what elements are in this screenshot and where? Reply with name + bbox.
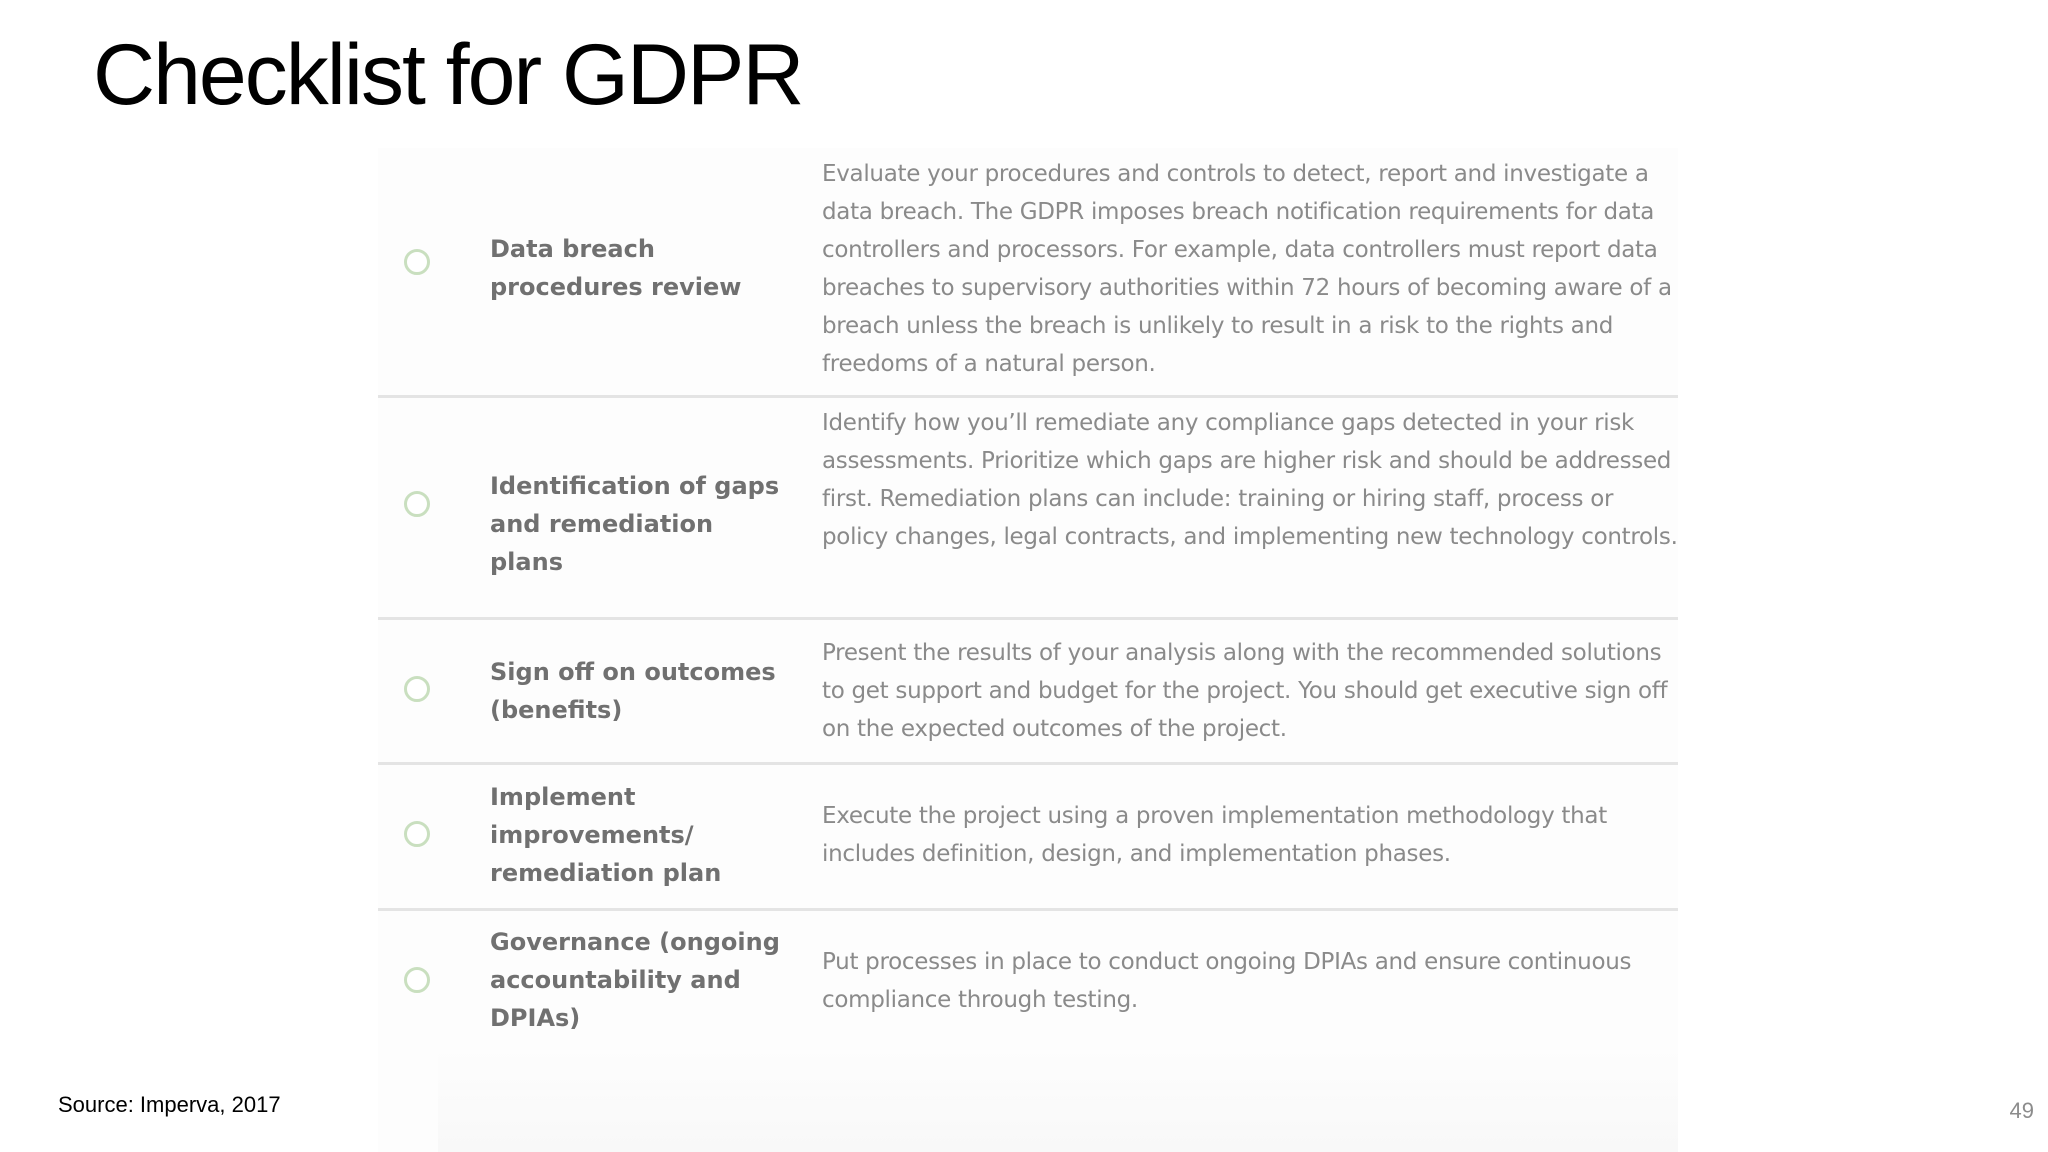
checklist-row [378,398,1678,620]
checklist-item-label: Sign off on outcomes (benefits) [490,658,776,724]
checklist-item-description: Evaluate your procedures and controls to detect, report and investigate a data breach. The GDPR imposes breach notification requirements for data controllers and processors. For example, data controllers must report data breaches to supervisory authorities within 72 hours of becoming aware of a breach unless the breach is unlikely to result in a risk to the rights and freedoms of a natural person. [822,161,1672,377]
checklist-item-description: Identify how you’ll remediate any compliance gaps detected in your risk assessments. Prioritize which gaps are higher risk and should be addressed first. Remediation plans can include: training or hiring staff, process or policy changes, legal contracts, and implementing new technology controls. [822,410,1678,550]
slide-title: Checklist for GDPR [93,27,803,123]
checklist-item-label: Data breach procedures review [490,235,742,301]
checklist-item-label: Implement improvements/ remediation plan [490,783,722,887]
checklist-row [378,620,1678,765]
checkbox-circle-icon[interactable] [404,249,430,275]
gdpr-checklist [378,148,1678,1152]
source-citation: Source: Imperva, 2017 [58,1092,281,1117]
checkbox-circle-icon[interactable] [404,676,430,702]
checklist-item-label: Governance (ongoing accountability and DPIAs) [490,928,780,1032]
checklist-item-description: Present the results of your analysis along with the recommended solutions to get support and budget for the project. You should get executive sign off on the expected outcomes of the project. [822,640,1668,742]
checklist-item-label: Identification of gaps and remediation plans [490,472,780,576]
checkbox-circle-icon[interactable] [404,491,430,517]
checklist-item-description: Put processes in place to conduct ongoing DPIAs and ensure continuous compliance through testing. [822,949,1632,1013]
checkbox-circle-icon[interactable] [404,967,430,993]
checklist-row [378,765,1678,911]
checklist-row [378,148,1678,398]
checklist-row [378,911,1678,1051]
page-number: 49 [2009,1098,2034,1123]
checkbox-circle-icon[interactable] [404,821,430,847]
checklist-item-description: Execute the project using a proven implementation methodology that includes definition, design, and implementation phases. [822,803,1607,867]
